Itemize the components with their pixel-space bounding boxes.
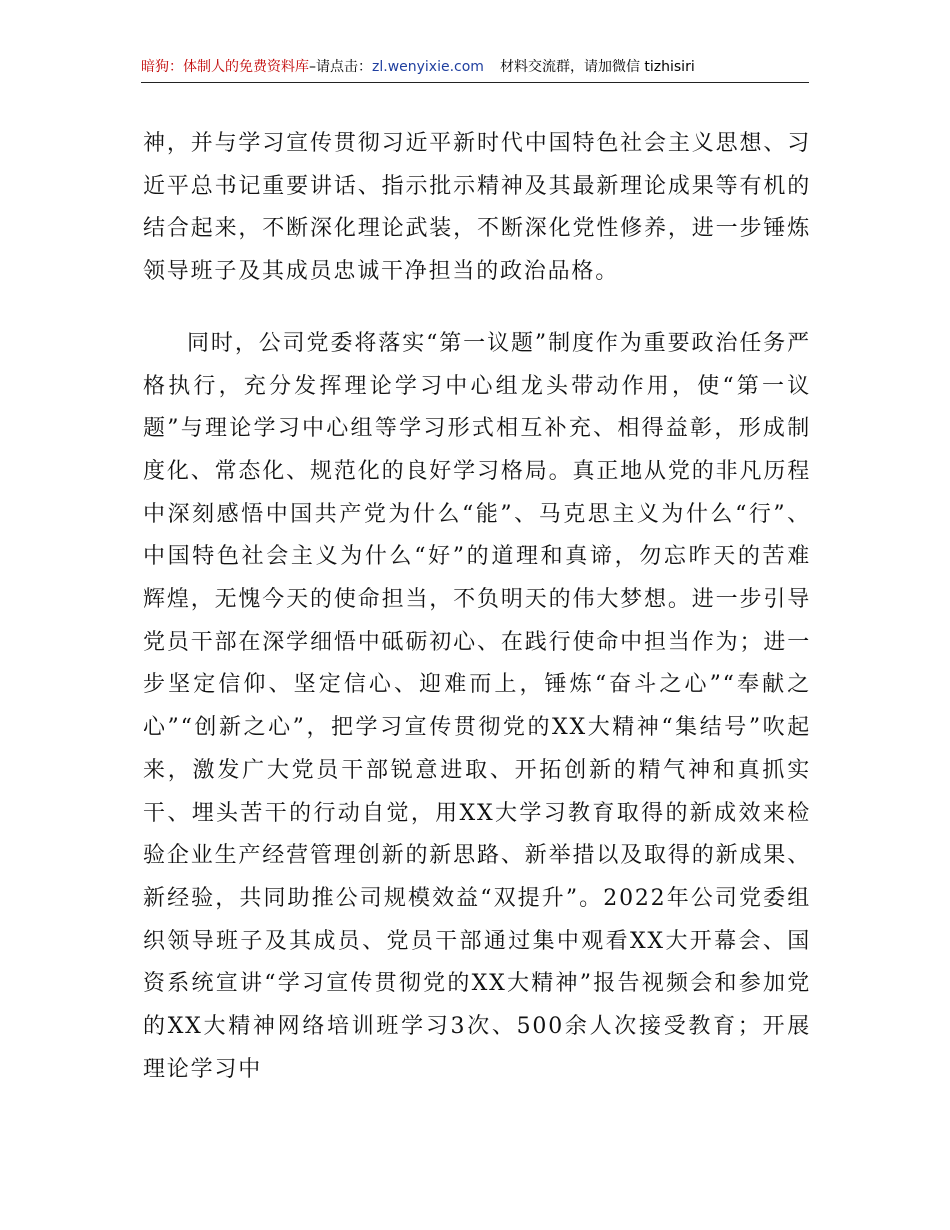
paragraph-main: 同时，公司党委将落实“第一议题”制度作为重要政治任务严格执行，充分发挥理论学习中心组龙头带动作用，使“第一议题”与理论学习中心组等学习形式相互补充、相得益彰，形成制度化、常态化、规范化的良好学习格局。真正地从党的非凡历程中深刻感悟中国共产党为什么“能”、马克思主义为什么“行”、中国特色社会主义为什么“好”的道理和真谛，勿忘昨天的苦难辉煌，无愧今天的使命担当，不负明天的伟大梦想。进一步引导党员干部在深学细悟中砥砺初心、在践行使命中担当作为；进一步坚定信仰、坚定信心、迎难而上，锤炼“奋斗之心”“奉献之心”“创新之心”，把学习宣传贯彻党的XX大精神“集结号”吹起来，激发广大党员干部锐意进取、开拓创新的精气神和真抓实干、埋头苦干的行动自觉，用XX大学习教育取得的新成效来检验企业生产经营管理创新的新思路、新举措以及取得的新成果、新经验，共同助推公司规模效益“双提升”。2022年公司党委组织领导班子及其成员、党员干部通过集中观看XX大开幕会、国资系统宣讲“学习宣传贯彻党的XX大精神”报告视频会和参加党的XX大精神网络培训班学习3次、500余人次接受教育；开展理论学习中 (143, 330, 811, 1082)
paragraph-continuation: 神，并与学习宣传贯彻习近平新时代中国特色社会主义思想、习近平总书记重要讲话、指示批示精神及其最新理论成果等有机的结合起来，不断深化理论武装，不断深化党性修养，进一步锤炼领导班子及其成员忠诚干净担当的政治品格。 (143, 131, 811, 285)
contact-info: 材料交流群，请加微信 tizhisiri (499, 59, 695, 75)
page-header (141, 56, 809, 83)
site-name: 暗狗：体制人的免费资料库 (141, 59, 309, 75)
site-link[interactable]: zl.wenyixie.com (372, 59, 484, 75)
click-prompt: –请点击： (309, 59, 372, 75)
document-body (143, 123, 811, 1091)
